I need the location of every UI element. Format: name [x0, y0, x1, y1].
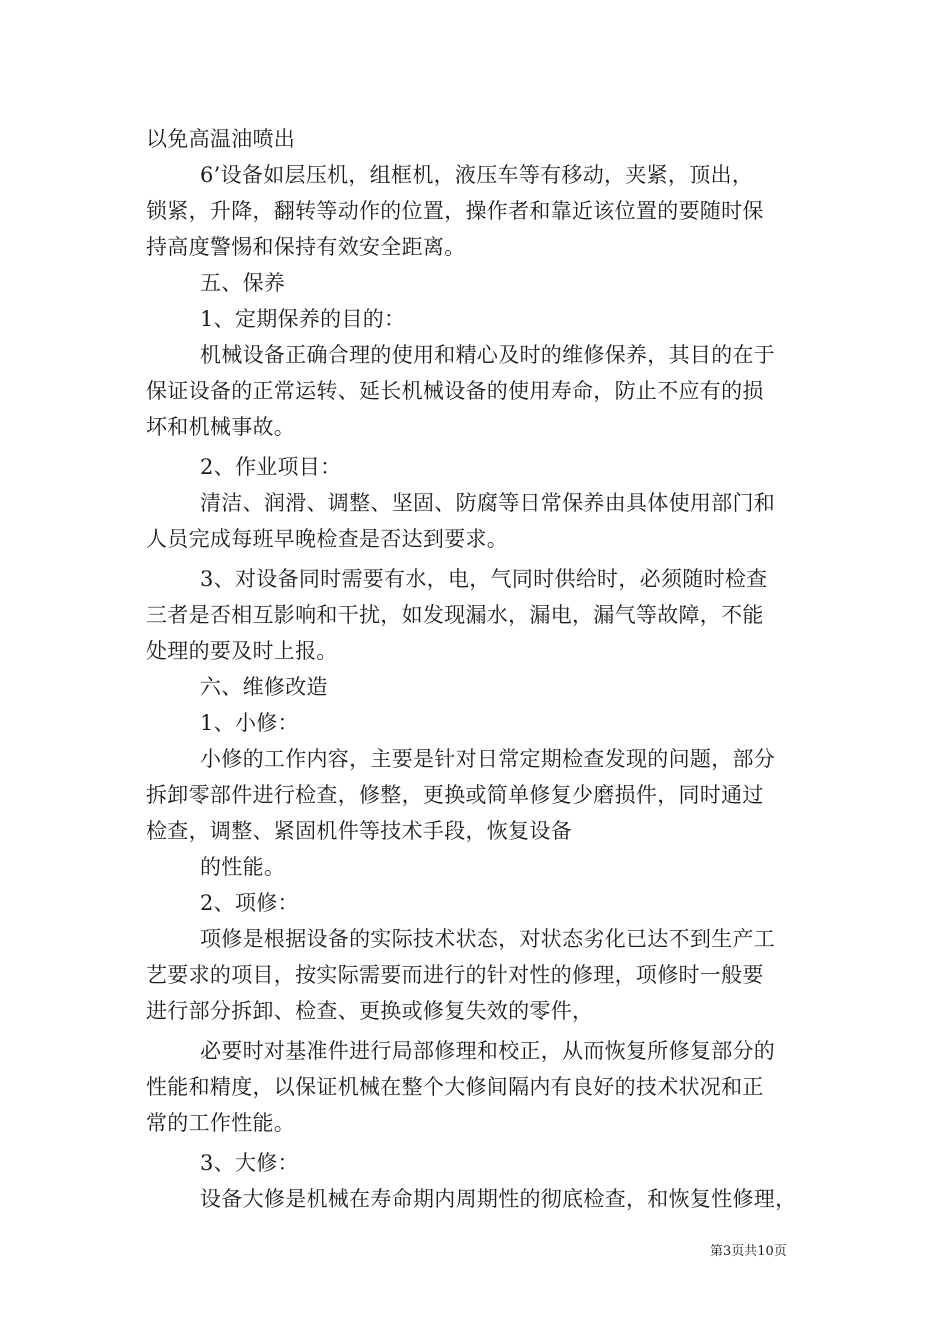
text-line: 处理的要及时上报。	[146, 639, 338, 663]
section-heading: 六、维修改造	[200, 675, 328, 699]
text-line: 设备大修是机械在寿命期内周期性的彻底检查，和恢复性修理，	[200, 1187, 797, 1211]
text-line: 锁紧，升降，翻转等动作的位置，操作者和靠近该位置的要随时保	[146, 199, 764, 223]
text-line: 进行部分拆卸、检查、更换或修复失效的零件，	[146, 999, 594, 1023]
text-line: 以免高温油喷出	[146, 127, 296, 151]
text-line: 3、对设备同时需要有水，电，气同时供给时，必须随时检查	[200, 567, 768, 591]
subsection-heading: 2、作业项目：	[200, 455, 342, 479]
text-line: 机械设备正确合理的使用和精心及时的维修保养，其目的在于	[200, 343, 776, 367]
text-line: 拆卸零部件进行检查，修整，更换或简单修复少磨损件，同时通过	[146, 783, 764, 807]
text-line: 持高度警惕和保持有效安全距离。	[146, 235, 466, 259]
text-line: 性能和精度，以保证机械在整个大修间隔内有良好的技术状况和正	[146, 1075, 764, 1099]
text-line: 坏和机械事故。	[146, 415, 296, 439]
text-line: 小修的工作内容，主要是针对日常定期检查发现的问题，部分	[200, 747, 776, 771]
page-number-footer: 第3页共10页	[710, 1244, 787, 1259]
text-line: 的性能。	[200, 855, 286, 879]
subsection-heading: 1、定期保养的目的：	[200, 307, 406, 331]
text-line: 三者是否相互影响和干扰，如发现漏水，漏电，漏气等故障，不能	[146, 603, 764, 627]
text-line: 人员完成每班早晚检查是否达到要求。	[146, 527, 509, 551]
text-line: 项修是根据设备的实际技术状态，对状态劣化已达不到生产工	[200, 927, 776, 951]
text-line: 检查，调整、紧固机件等技术手段，恢复设备	[146, 819, 572, 843]
text-line: 常的工作性能。	[146, 1111, 296, 1135]
text-line: 保证设备的正常运转、延长机械设备的使用寿命，防止不应有的损	[146, 379, 764, 403]
subsection-heading: 2、项修：	[200, 891, 299, 915]
text-line: 必要时对基准件进行局部修理和校正，从而恢复所修复部分的	[200, 1039, 776, 1063]
text-line: 清洁、润滑、调整、坚固、防腐等日常保养由具体使用部门和	[200, 491, 776, 515]
section-heading: 五、保养	[200, 271, 286, 295]
text-line: 艺要求的项目，按实际需要而进行的针对性的修理，项修时一般要	[146, 963, 764, 987]
text-line: 6’设备如层压机，组框机，液压车等有移动，夹紧，顶出，	[200, 163, 754, 187]
subsection-heading: 3、大修：	[200, 1151, 299, 1175]
subsection-heading: 1、小修：	[200, 711, 299, 735]
